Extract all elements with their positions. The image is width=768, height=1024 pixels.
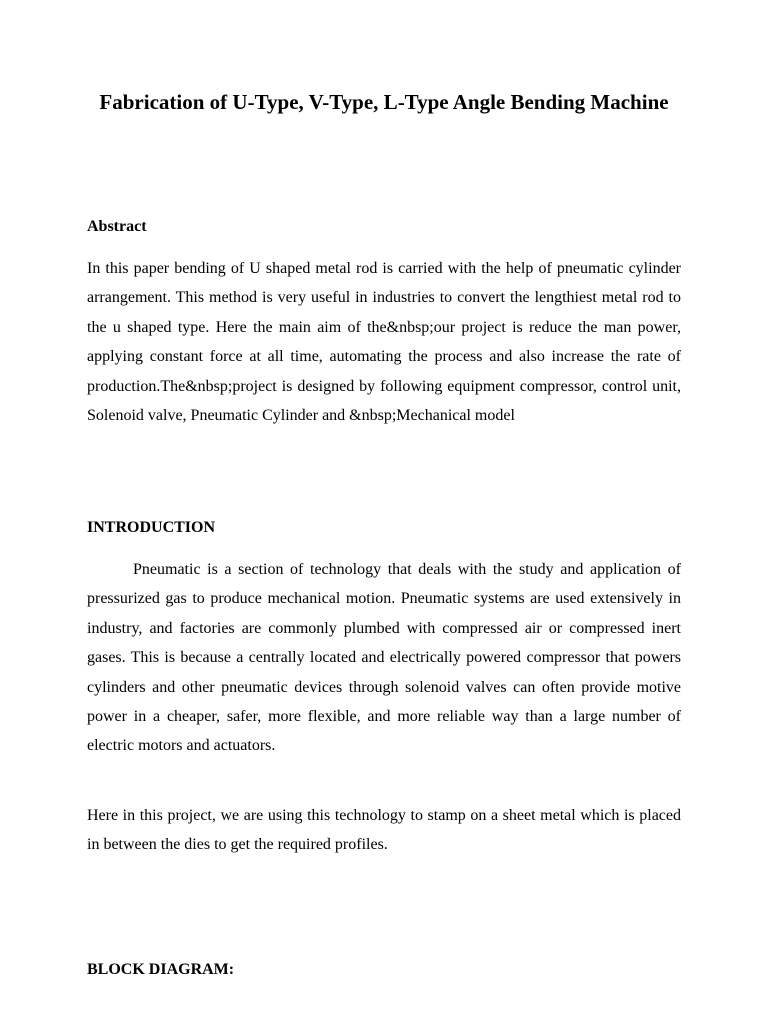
- introduction-paragraph-1: Pneumatic is a section of technology that deals with the study and application of pressurized gas to produce mechanical motion. Pneumatic systems are used extensively in industry, and factories are commonly plumbed with compressed air or compressed inert gases. This is because a centrally located and electrically powered compressor that powers cylinders and other pneumatic devices through solenoid valves can often provide motive power in a cheaper, safer, more flexible, and more reliable way than a large number of electric motors and actuators.: [87, 561, 681, 755]
- introduction-heading: INTRODUCTION: [87, 519, 216, 536]
- abstract-heading: Abstract: [87, 218, 147, 235]
- block-diagram-heading: BLOCK DIAGRAM:: [87, 961, 235, 978]
- introduction-paragraph-2: Here in this project, we are using this technology to stamp on a sheet metal which is placed in between the dies to get the required profiles.: [87, 807, 681, 854]
- abstract-paragraph: In this paper bending of U shaped metal rod is carried with the help of pneumatic cylinder arrangement. This method is very useful in industries to convert the lengthiest metal rod to the u shaped type. Here the main aim of the&nbsp;our project is reduce the man power, applying constant force at all time, automating the process and also increase the rate of production.The&nbsp;project is designed by following equipment compressor, control unit, Solenoid valve, Pneumatic Cylinder and &nbsp;Mechanical model: [87, 260, 681, 425]
- document-title: Fabrication of U-Type, V-Type, L-Type Angle Bending Machine: [99, 90, 669, 114]
